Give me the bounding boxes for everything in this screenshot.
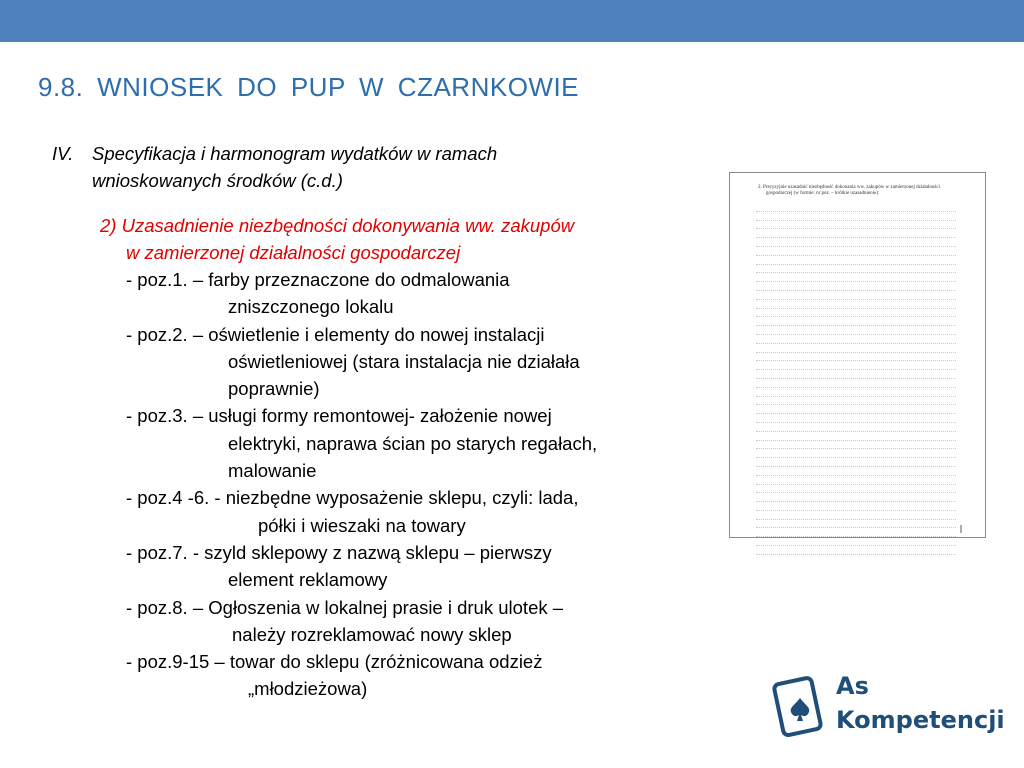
thumbnail-dotted-line (756, 441, 956, 450)
thumbnail-dotted-line (756, 414, 956, 423)
thumbnail-dotted-line (756, 353, 956, 362)
thumbnail-dotted-line (756, 221, 956, 230)
thumbnail-dotted-line (756, 370, 956, 379)
thumbnail-dotted-line (756, 388, 956, 397)
list-item-continuation: elektryki, naprawa ścian po starych regałach, (228, 432, 598, 454)
list-item-poz2 (52, 321, 712, 403)
thumbnail-dotted-line (756, 405, 956, 414)
thumbnail-dotted-line (756, 485, 956, 494)
thumbnail-dotted-line (756, 467, 956, 476)
list-item-text: - poz.7. - szyld sklepowy z nazwą sklepu – pierwszy (126, 541, 552, 563)
spade-card-icon (770, 668, 830, 740)
list-item-poz1 (52, 266, 712, 321)
section-number: IV. (52, 143, 74, 164)
list-item-poz8 (52, 594, 712, 649)
thumbnail-scroll-mark (960, 525, 962, 533)
thumbnail-dotted-line (756, 361, 956, 370)
justification-heading-line1: 2) Uzasadnienie niezbędności dokonywania ww. zakupów (100, 215, 575, 236)
list-item-continuation: należy rozreklamować nowy sklep (232, 623, 512, 645)
list-item-text: - poz.9-15 – towar do sklepu (zróżnicowana odzież (126, 651, 543, 673)
list-item-text: - poz.2. – oświetlenie i elementy do nowej instalacji (126, 323, 545, 345)
list-item-text: - poz.8. – Ogłoszenia w lokalnej prasie i druk ulotek – (126, 596, 564, 618)
thumbnail-dotted-line (756, 520, 956, 529)
logo-text-line1: As (836, 672, 869, 700)
thumbnail-dotted-line (756, 203, 956, 212)
list-item-text: - poz.1. – farby przeznaczone do odmalowania (126, 269, 510, 290)
thumbnail-header (758, 185, 958, 197)
list-item-poz9-15 (52, 648, 712, 703)
thumbnail-dotted-line (756, 537, 956, 546)
thumbnail-dotted-line (756, 212, 956, 221)
list-item-poz3 (52, 402, 712, 484)
thumbnail-dotted-line (756, 432, 956, 441)
list-item-poz7 (52, 539, 712, 594)
thumbnail-dotted-line (756, 449, 956, 458)
thumbnail-dotted-line (756, 493, 956, 502)
thumbnail-dotted-line (756, 511, 956, 520)
thumbnail-dotted-line (756, 502, 956, 511)
list-item-continuation: element reklamowy (228, 569, 388, 591)
thumbnail-dotted-line (756, 309, 956, 318)
list-item-continuation: zniszczonego lokalu (228, 296, 394, 318)
thumbnail-header-line2: gospodarczej (w formie: nr poz. – krótkie uzasadnienie): (766, 191, 880, 196)
thumbnail-dotted-line (756, 265, 956, 274)
section-heading-line2: wnioskowanych środków (c.d.) (92, 170, 343, 191)
thumbnail-dotted-line (756, 247, 956, 256)
thumbnail-dotted-line (756, 546, 956, 555)
thumbnail-dotted-line (756, 273, 956, 282)
thumbnail-dotted-line (756, 326, 956, 335)
top-banner (0, 0, 1024, 42)
list-item-poz4-6 (52, 484, 712, 539)
thumbnail-dotted-line (756, 476, 956, 485)
thumbnail-dotted-line (756, 397, 956, 406)
thumbnail-dotted-line (756, 458, 956, 467)
thumbnail-dotted-line (756, 379, 956, 388)
thumbnail-dotted-line (756, 291, 956, 300)
list-item-text: - poz.4 -6. - niezbędne wyposażenie sklepu, czyli: lada, (126, 487, 579, 509)
logo-text-line2: Kompetencji (836, 706, 1005, 734)
thumbnail-dotted-line (756, 423, 956, 432)
list-item-continuation: oświetleniowej (stara instalacja nie działała (228, 350, 580, 372)
justification-heading-line2: w zamierzonej działalności gospodarczej (126, 242, 461, 263)
section-heading (52, 140, 712, 194)
list-item-continuation: półki i wieszaki na towary (258, 514, 466, 536)
form-page-thumbnail (729, 172, 986, 538)
list-item-text: - poz.3. – usługi formy remontowej- założenie nowej (126, 405, 552, 427)
thumbnail-dotted-lines (756, 203, 956, 555)
thumbnail-header-line1: 2. Precyzyjnie uzasadnić niezbędność dokonania ww. zakupów w zamierzonej działalności (758, 185, 940, 190)
section-heading-line1: Specyfikacja i harmonogram wydatków w ramach (92, 143, 498, 164)
slide-content (52, 140, 712, 703)
list-item-continuation: „młodzieżowa) (248, 678, 368, 700)
list-item-continuation: poprawnie) (228, 378, 320, 400)
list-item-continuation: malowanie (228, 460, 317, 482)
thumbnail-dotted-line (756, 238, 956, 247)
as-kompetencji-logo (770, 668, 1005, 748)
slide-title: 9.8. WNIOSEK DO PUP W CZARNKOWIE (38, 72, 580, 102)
thumbnail-dotted-line (756, 282, 956, 291)
thumbnail-dotted-line (756, 344, 956, 353)
thumbnail-dotted-line (756, 317, 956, 326)
thumbnail-dotted-line (756, 335, 956, 344)
thumbnail-dotted-line (756, 229, 956, 238)
thumbnail-dotted-line (756, 256, 956, 265)
thumbnail-dotted-line (756, 300, 956, 309)
justification-heading (52, 212, 712, 266)
thumbnail-dotted-line (756, 528, 956, 537)
